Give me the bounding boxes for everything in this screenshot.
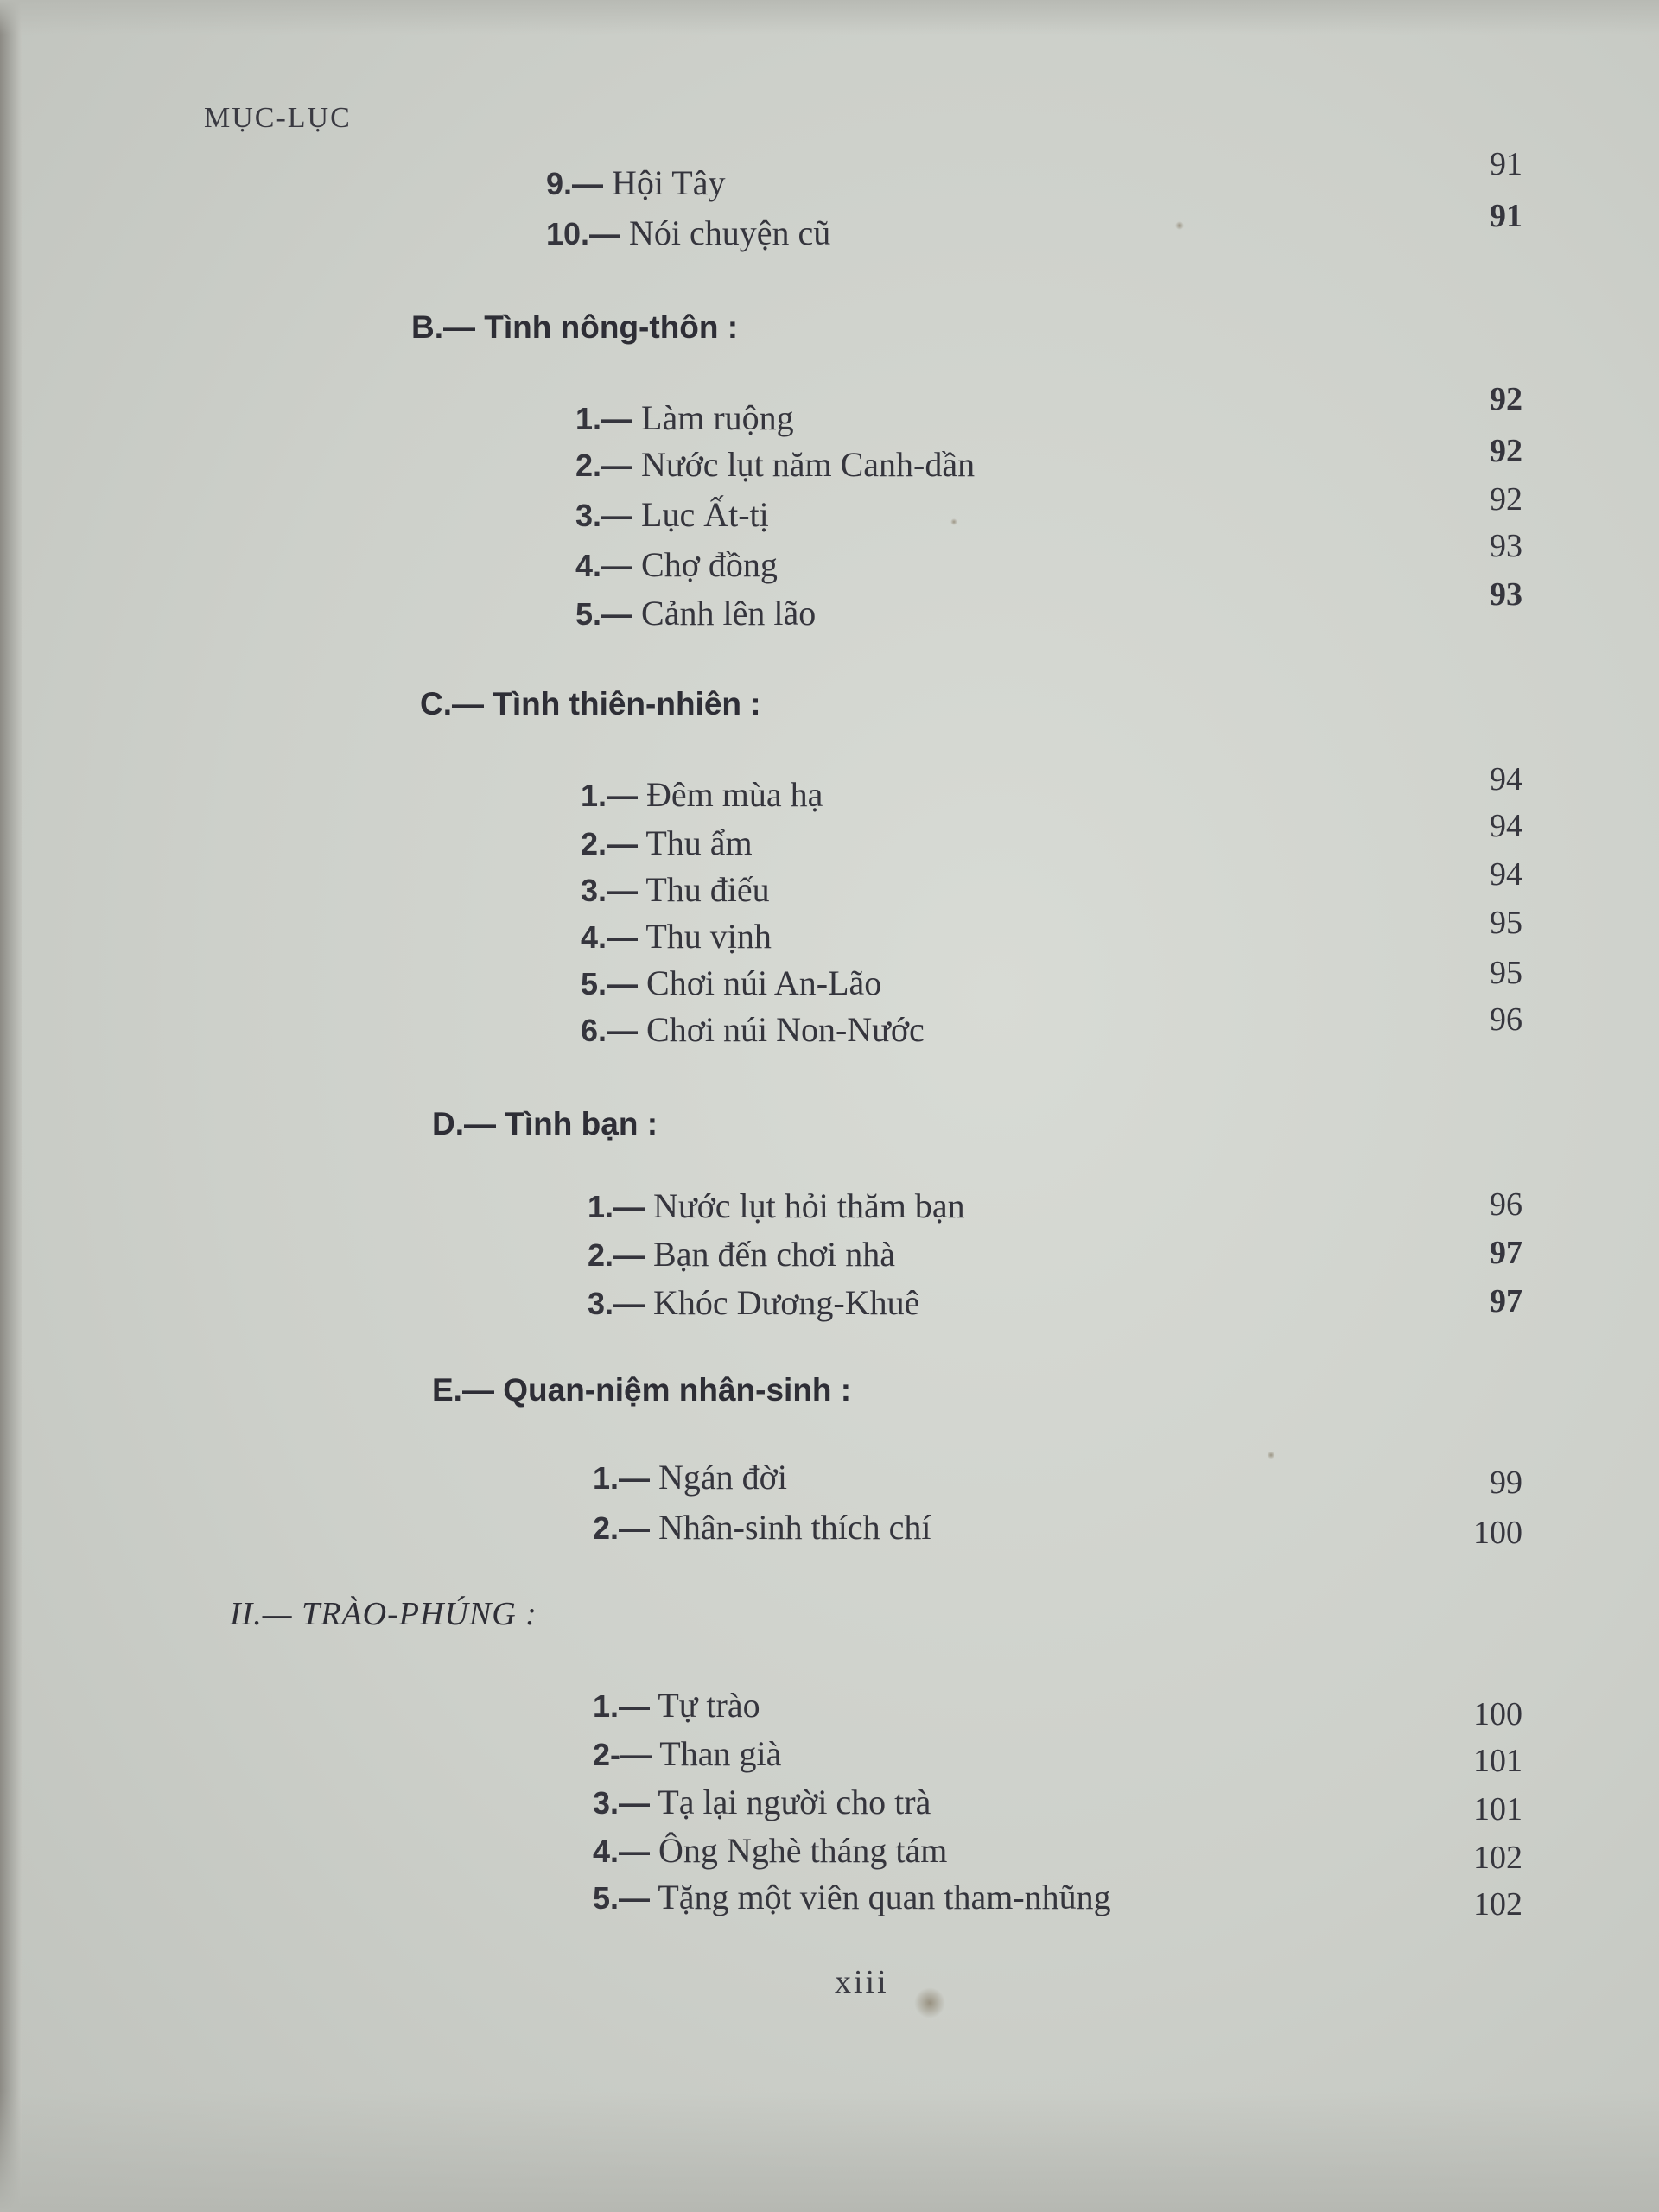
entry-title: Nước lụt hỏi thăm bạn (653, 1186, 965, 1225)
entry-number: 2.— (588, 1237, 645, 1273)
entry-page-number: 96 (1490, 1186, 1522, 1223)
toc-entry (593, 1507, 931, 1548)
entry-page-number: 100 (1473, 1696, 1522, 1732)
entry-title: Chơi núi Non-Nước (646, 1010, 925, 1049)
toc-entry (581, 1009, 925, 1050)
entry-number: 2.— (575, 448, 633, 483)
entry-title: Nói chuyện cũ (629, 213, 831, 252)
section-title-d: D.— Tình bạn : (432, 1106, 658, 1141)
entry-number: 3.— (581, 873, 639, 908)
toc-entry (593, 1685, 760, 1726)
paper-speck (950, 518, 957, 525)
entry-title: Nhân-sinh thích chí (658, 1508, 931, 1547)
entry-title: Thu ẩm (645, 823, 753, 862)
entry-title: Lục Ất-tị (641, 495, 769, 534)
entry-page-number: 102 (1473, 1886, 1522, 1923)
entry-number: 10.— (546, 216, 621, 251)
toc-entry (575, 593, 816, 633)
entry-number: 1.— (593, 1460, 651, 1496)
entry-title: Chợ đồng (641, 545, 778, 584)
entry-page-number: 100 (1473, 1515, 1522, 1551)
entry-title: Bạn đến chơi nhà (653, 1235, 895, 1274)
entry-title: Tạ lại người cho trà (658, 1783, 931, 1821)
entry-page-number: 101 (1473, 1791, 1522, 1827)
entry-number: 2-— (593, 1737, 652, 1772)
toc-entry (588, 1282, 919, 1323)
entry-number: 5.— (593, 1880, 651, 1916)
toc-entry (575, 494, 769, 535)
entry-page-number: 92 (1490, 381, 1522, 417)
toc-entry (593, 1457, 787, 1497)
entry-title: Chơi núi An-Lão (646, 963, 882, 1002)
entry-number: 3.— (588, 1286, 645, 1321)
entry-page-number: 92 (1490, 481, 1522, 518)
entry-title: Tự trào (658, 1686, 760, 1725)
entry-page-number: 101 (1473, 1743, 1522, 1779)
entry-page-number: 92 (1490, 433, 1522, 469)
entry-page-number: 94 (1490, 808, 1522, 844)
toc-entry (581, 963, 881, 1003)
entry-page-number: 91 (1490, 198, 1522, 234)
toc-entry (581, 774, 823, 815)
entry-number: 6.— (581, 1013, 639, 1048)
section-title-b: B.— Tình nông-thôn : (411, 309, 739, 345)
entry-title: Ông Nghè tháng tám (658, 1831, 948, 1870)
paper-stain (914, 1987, 945, 2018)
toc-entry (546, 213, 830, 253)
entry-number: 5.— (581, 966, 639, 1001)
entry-page-number: 93 (1490, 528, 1522, 564)
entry-page-number: 99 (1490, 1465, 1522, 1501)
toc-entry (546, 162, 726, 203)
entry-title: Làm ruộng (641, 398, 794, 437)
entry-number: 2.— (581, 826, 639, 861)
toc-entry (593, 1877, 1111, 1917)
section-title-e: E.— Quan-niệm nhân-sinh : (432, 1372, 852, 1408)
entry-page-number: 93 (1490, 576, 1522, 613)
toc-entry (588, 1234, 895, 1274)
entry-number: 4.— (581, 919, 639, 955)
entry-number: 1.— (581, 778, 639, 813)
toc-entry (581, 916, 772, 957)
entry-title: Thu điếu (645, 870, 770, 909)
toc-entry (575, 544, 778, 585)
entry-page-number: 94 (1490, 856, 1522, 893)
section-title-ii: II.— TRÀO-PHÚNG : (230, 1596, 537, 1632)
toc-entry (588, 1185, 965, 1226)
entry-title: Đêm mùa hạ (646, 775, 823, 814)
entry-page-number: 96 (1490, 1001, 1522, 1038)
section-title-c: C.— Tình thiên-nhiên : (420, 686, 761, 721)
entry-page-number: 95 (1490, 905, 1522, 941)
paper-speck (1175, 221, 1184, 230)
entry-title: Cảnh lên lão (641, 594, 817, 632)
toc-entry (575, 444, 975, 485)
page-footer-number: xiii (835, 1964, 889, 2000)
entry-number: 4.— (575, 548, 633, 583)
entry-page-number: 95 (1490, 955, 1522, 991)
entry-title: Tặng một viên quan tham-nhũng (658, 1878, 1111, 1916)
entry-title: Than già (659, 1734, 782, 1773)
entry-page-number: 91 (1490, 146, 1522, 182)
top-shadow (0, 0, 1659, 35)
bottom-shadow (0, 2091, 1659, 2212)
entry-number: 1.— (588, 1189, 645, 1224)
entry-number: 4.— (593, 1834, 651, 1869)
entry-title: Ngán đời (658, 1458, 787, 1497)
entry-page-number: 102 (1473, 1840, 1522, 1876)
entry-page-number: 97 (1490, 1235, 1522, 1271)
toc-entry (581, 823, 753, 863)
entry-number: 1.— (593, 1688, 651, 1724)
page-binding-edge (0, 0, 22, 2212)
entry-number: 3.— (575, 498, 633, 533)
toc-entry (593, 1733, 781, 1774)
entry-number: 9.— (546, 166, 604, 201)
toc-entry (593, 1830, 947, 1871)
page-header: MỤC-LỤC (204, 102, 352, 134)
entry-title: Thu vịnh (645, 917, 772, 956)
toc-entry (581, 869, 770, 910)
entry-title: Hội Tây (612, 163, 726, 202)
entry-number: 1.— (575, 401, 633, 436)
entry-page-number: 97 (1490, 1283, 1522, 1319)
toc-entry (593, 1782, 931, 1822)
entry-title: Nước lụt năm Canh-dần (641, 445, 976, 484)
entry-title: Khóc Dương-Khuê (653, 1283, 920, 1322)
entry-page-number: 94 (1490, 761, 1522, 798)
paper-speck (1267, 1452, 1275, 1459)
entry-number: 2.— (593, 1510, 651, 1546)
toc-entry (575, 397, 794, 438)
entry-number: 3.— (593, 1785, 651, 1821)
entry-number: 5.— (575, 596, 633, 632)
